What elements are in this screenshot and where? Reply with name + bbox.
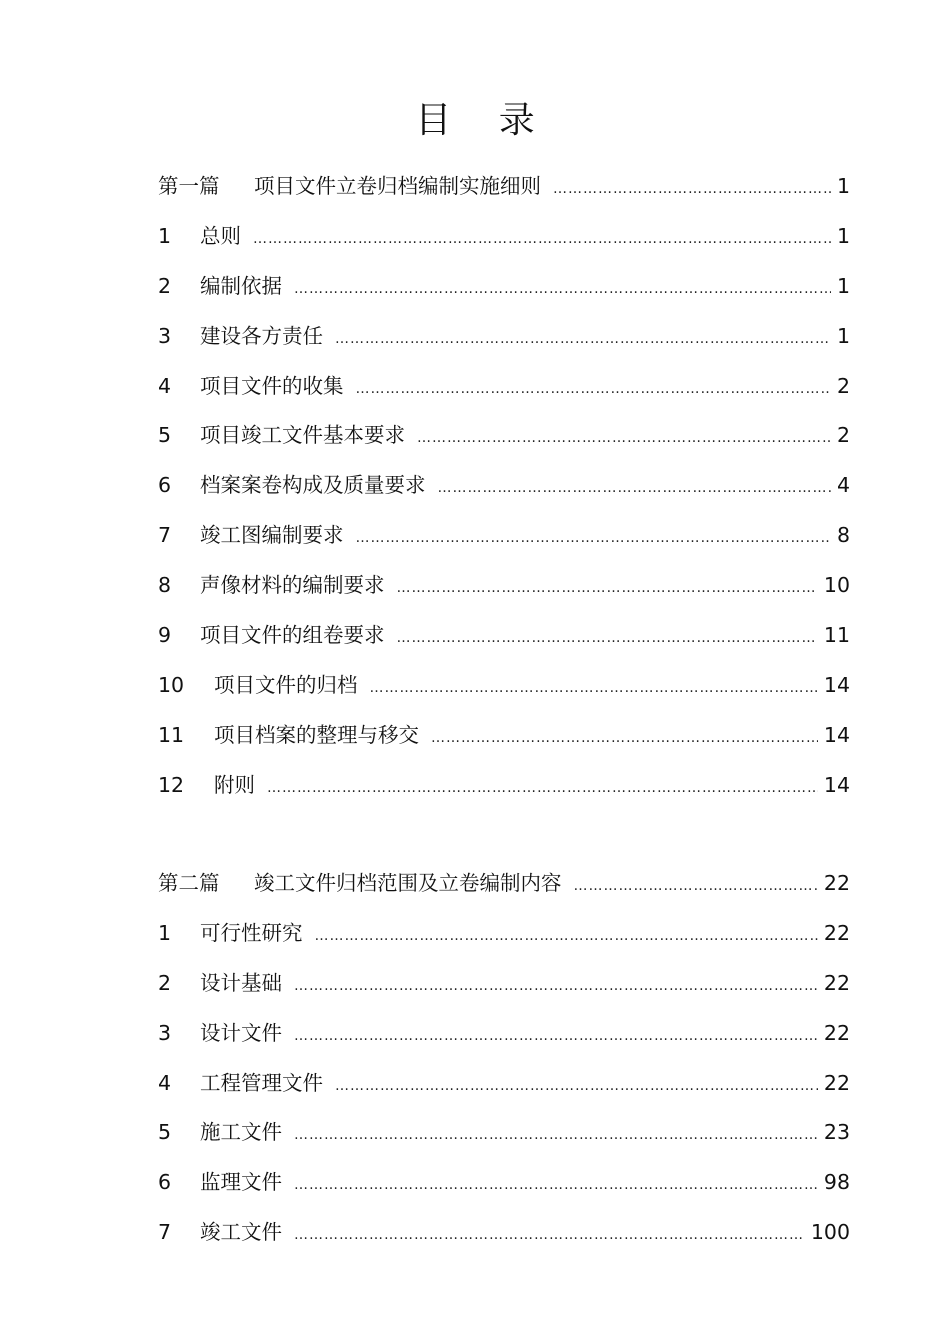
entry-title: 可行性研究 (200, 920, 303, 945)
toc-entry[interactable] (158, 618, 850, 668)
toc-entry[interactable] (158, 568, 850, 618)
page-number: 2 (836, 423, 850, 448)
toc-entry[interactable] (158, 219, 850, 269)
toc-entry[interactable] (158, 269, 850, 319)
entry-number: 12 (158, 772, 185, 797)
dot-leader (431, 730, 818, 746)
dot-leader (417, 430, 831, 446)
entry-title: 项目文件的收集 (200, 373, 344, 398)
entry-title: 档案案卷构成及质量要求 (200, 473, 426, 498)
part-title: 竣工文件归档范围及立卷编制内容 (254, 871, 562, 895)
toc-part-1 (158, 169, 850, 818)
toc-part-heading[interactable] (158, 169, 850, 219)
entry-number: 4 (158, 373, 172, 398)
page-number: 1 (836, 273, 850, 298)
page-title: 目 录 (415, 100, 553, 141)
dot-leader (294, 1177, 818, 1193)
dot-leader (356, 530, 831, 546)
dot-leader (294, 1227, 805, 1243)
page-number: 22 (823, 970, 850, 995)
dot-leader (294, 978, 818, 994)
dot-leader (574, 878, 818, 894)
page-number: 22 (823, 1070, 850, 1095)
entry-title: 施工文件 (200, 1120, 282, 1145)
toc-entry[interactable] (158, 1115, 850, 1165)
toc-entry[interactable] (158, 1165, 850, 1215)
entry-title: 总则 (200, 223, 241, 248)
entry-title: 监理文件 (200, 1170, 282, 1195)
toc-part-2 (158, 866, 850, 1265)
dot-leader (315, 928, 818, 944)
dot-leader (294, 281, 831, 297)
page-number: 22 (823, 871, 850, 895)
toc-entry[interactable] (158, 916, 850, 966)
toc-entry[interactable] (158, 718, 850, 768)
dot-leader (553, 181, 831, 197)
toc-entry[interactable] (158, 518, 850, 568)
entry-number: 8 (158, 573, 172, 598)
entry-number: 5 (158, 423, 172, 448)
entry-number: 6 (158, 1170, 172, 1195)
dot-leader (294, 1028, 818, 1044)
entry-number: 5 (158, 1120, 172, 1145)
entry-number: 2 (158, 273, 172, 298)
page-number: 1 (836, 323, 850, 348)
toc-entry[interactable] (158, 1215, 850, 1265)
entry-number: 4 (158, 1070, 172, 1095)
entry-title: 项目文件的组卷要求 (200, 623, 385, 648)
entry-number: 7 (158, 523, 172, 548)
page-number: 10 (823, 573, 850, 598)
entry-number: 1 (158, 920, 172, 945)
dot-leader (335, 331, 831, 347)
page-number: 22 (823, 1020, 850, 1045)
toc-entry[interactable] (158, 1066, 850, 1116)
dot-leader (397, 630, 818, 646)
dot-leader (356, 381, 831, 397)
part-title: 项目文件立卷归档编制实施细则 (254, 174, 541, 198)
entry-title: 项目文件的归档 (214, 672, 358, 697)
entry-title: 声像材料的编制要求 (200, 573, 385, 598)
page-number: 22 (823, 920, 850, 945)
toc-entry[interactable] (158, 1016, 850, 1066)
toc-entry[interactable] (158, 468, 850, 518)
page-number: 14 (823, 722, 850, 747)
entry-title: 竣工图编制要求 (200, 523, 344, 548)
entry-title: 工程管理文件 (200, 1070, 323, 1095)
dot-leader (397, 580, 818, 596)
toc-entry[interactable] (158, 319, 850, 369)
entry-number: 1 (158, 223, 172, 248)
page-number: 14 (823, 772, 850, 797)
entry-title: 竣工文件 (200, 1220, 282, 1245)
entry-title: 项目档案的整理与移交 (214, 722, 419, 747)
page-number: 11 (823, 623, 850, 648)
toc-part-heading[interactable] (158, 866, 850, 916)
dot-leader (335, 1078, 818, 1094)
entry-title: 项目竣工文件基本要求 (200, 423, 405, 448)
dot-leader (253, 231, 831, 247)
page-number: 100 (810, 1220, 850, 1245)
part-number: 第二篇 (158, 871, 220, 895)
entry-number: 10 (158, 672, 185, 697)
toc-entry[interactable] (158, 966, 850, 1016)
page-number: 23 (823, 1120, 850, 1145)
page-number: 14 (823, 672, 850, 697)
entry-title: 建设各方责任 (200, 323, 323, 348)
page-number: 2 (836, 373, 850, 398)
entry-number: 9 (158, 623, 172, 648)
page-number: 4 (836, 473, 850, 498)
entry-title: 附则 (214, 772, 255, 797)
page-number: 1 (836, 223, 850, 248)
entry-title: 设计文件 (200, 1020, 282, 1045)
toc-entry[interactable] (158, 369, 850, 419)
entry-number: 7 (158, 1220, 172, 1245)
toc-entry[interactable] (158, 418, 850, 468)
entry-number: 6 (158, 473, 172, 498)
entry-number: 11 (158, 722, 185, 747)
entry-number: 3 (158, 323, 172, 348)
page-number: 98 (823, 1170, 850, 1195)
toc-entry[interactable] (158, 668, 850, 718)
entry-number: 2 (158, 970, 172, 995)
entry-title: 设计基础 (200, 970, 282, 995)
dot-leader (370, 680, 818, 696)
part-number: 第一篇 (158, 174, 220, 198)
toc-entry[interactable] (158, 768, 850, 818)
dot-leader (438, 480, 831, 496)
page-number: 1 (836, 174, 850, 198)
page-number: 8 (836, 523, 850, 548)
dot-leader (294, 1127, 818, 1143)
dot-leader (267, 780, 818, 796)
entry-title: 编制依据 (200, 273, 282, 298)
entry-number: 3 (158, 1020, 172, 1045)
